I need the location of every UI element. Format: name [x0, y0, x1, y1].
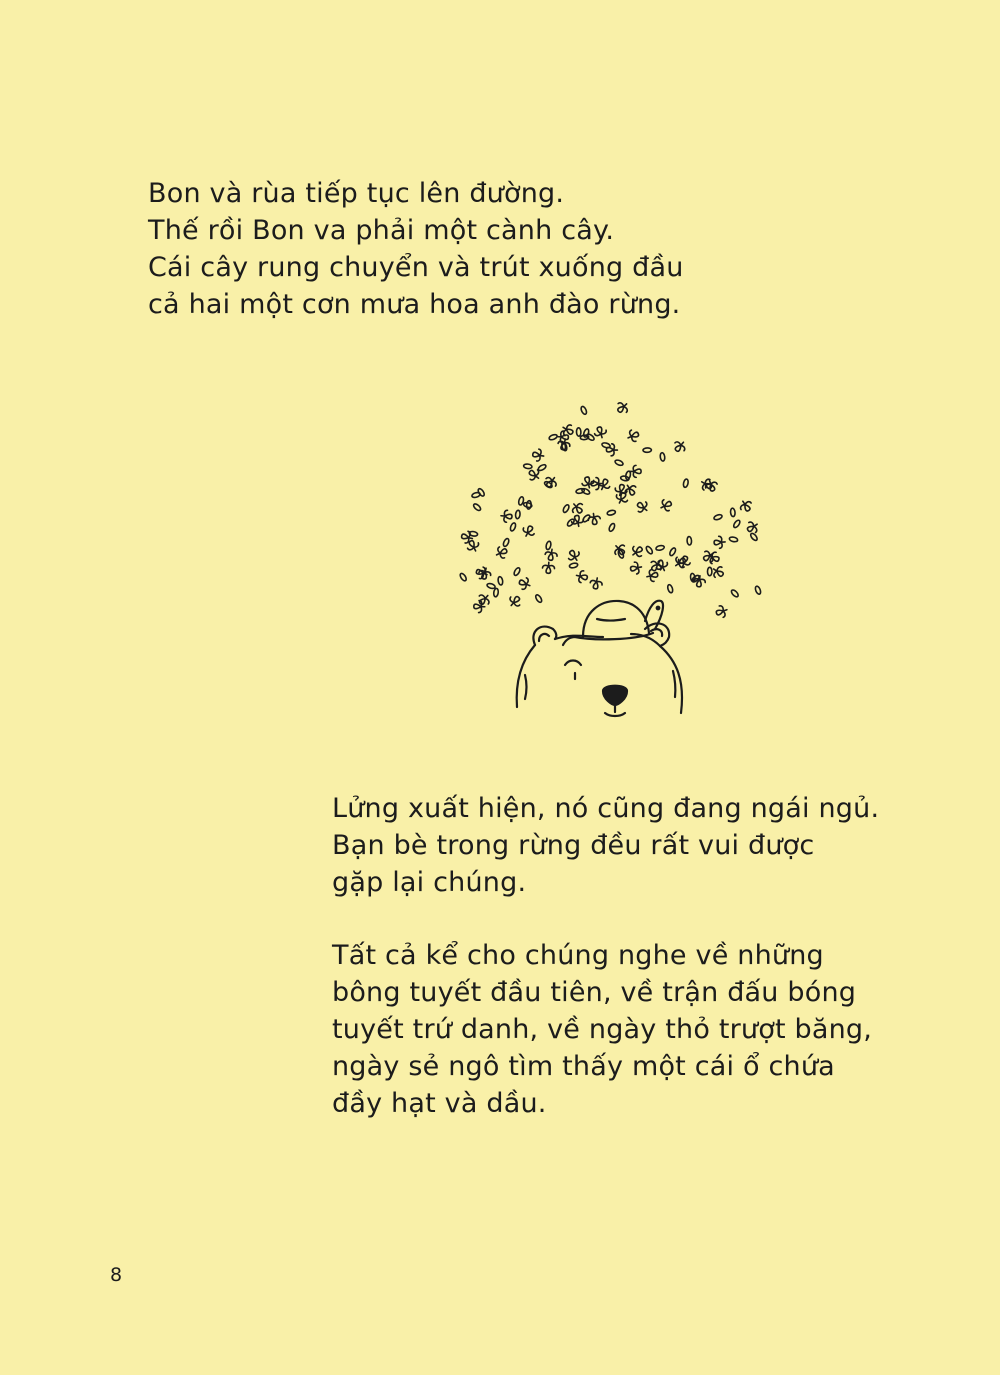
blossom-petal [548, 434, 557, 441]
blossom-petal [589, 577, 603, 590]
blossom-petal [542, 562, 555, 574]
blossom-petal [581, 487, 590, 495]
blossom-petal [630, 465, 641, 477]
blossom-petal [634, 499, 650, 515]
blossom-petal [729, 536, 738, 542]
blossom-petal [513, 567, 521, 576]
blossom-petal [566, 548, 582, 564]
text-line: Tất cả kể cho chúng nghe về những [332, 940, 824, 971]
blossom-petal [667, 584, 674, 593]
blossom-petal [566, 518, 575, 527]
blossom-petal [620, 476, 629, 482]
blossom-petal [733, 519, 741, 528]
paragraph-badger [332, 790, 879, 901]
blossom-petal [545, 541, 551, 550]
blossom-petal [517, 576, 532, 591]
paragraph-journey [148, 175, 684, 323]
blossom-petal [507, 593, 523, 609]
blossom-petal [498, 576, 504, 585]
blossom-petal [493, 588, 499, 597]
blossom-petal [500, 510, 512, 523]
blossom-petal [607, 510, 616, 516]
blossom-petal [669, 547, 677, 556]
blossom-petal [614, 459, 623, 466]
blossom-petal [730, 589, 739, 598]
blossom-petal [713, 514, 722, 521]
blossom-petal [645, 545, 653, 554]
blossom-petal [459, 572, 467, 581]
blossom-petal [494, 545, 509, 561]
blossom-petal [687, 536, 692, 545]
blossom-petals [459, 399, 762, 618]
blossom-petal [486, 583, 495, 590]
blossom-petal [576, 428, 581, 437]
blossom-petal [569, 500, 585, 516]
blossom-petal [544, 548, 558, 561]
text-line: Lửng xuất hiện, nó cũng đang ngái ngủ. [332, 793, 880, 824]
blossom-petal [660, 452, 666, 461]
blossom-petal [562, 504, 570, 513]
text-line: Bon và rùa tiếp tục lên đường. [148, 178, 565, 209]
blossom-petal [622, 482, 638, 498]
blossom-petal [532, 448, 545, 462]
blossom-petal [629, 561, 642, 575]
blossom-petal [614, 490, 630, 505]
blossom-petal [581, 476, 595, 490]
blossom-petal [754, 585, 761, 594]
blossom-petal [626, 428, 641, 443]
blossom-petal [715, 604, 729, 619]
blossom-petal [586, 433, 595, 441]
page-number: 8 [110, 1264, 123, 1286]
blossom-petal [575, 570, 588, 584]
blossom-petal [580, 406, 588, 415]
blossom-petal [502, 538, 510, 547]
text-line: Cái cây rung chuyển và trút xuống đầu [148, 252, 684, 283]
blossom-petal [569, 562, 578, 568]
blossom-petal [614, 399, 630, 415]
blossom-petal [714, 536, 726, 549]
blossom-petal [643, 448, 652, 453]
blossom-petal [523, 464, 532, 469]
blossom-petal [750, 532, 759, 541]
blossom-petal [730, 508, 735, 517]
blossom-petal [535, 594, 543, 603]
blossom-petal [473, 503, 482, 512]
blossom-petal [683, 479, 689, 488]
text-line: đầy hạt và dầu. [332, 1088, 547, 1119]
text-line: cả hai một cơn mưa hoa anh đào rừng. [148, 289, 681, 320]
blossom-petal [608, 523, 616, 532]
text-line: ngày sẻ ngô tìm thấy một cái ổ chứa [332, 1051, 835, 1082]
bear-with-turtle-under-blossom-rain-icon [455, 375, 765, 725]
bear-head-icon [517, 623, 682, 716]
blossom-petal [593, 425, 608, 439]
blossom-petal [629, 543, 645, 559]
blossom-petal [656, 545, 665, 551]
blossom-petal [471, 492, 480, 499]
text-line: Bạn bè trong rừng đều rất vui được [332, 830, 815, 861]
blossom-petal [509, 522, 516, 531]
text-line: Thế rồi Bon va phải một cành cây. [148, 215, 615, 246]
blossom-petal [708, 567, 712, 575]
blossom-petal [582, 514, 591, 523]
blossom-petal [606, 444, 618, 457]
blossom-petal [521, 524, 537, 539]
blossom-petal [465, 538, 481, 553]
blossom-petal [658, 498, 673, 514]
blossom-petal [738, 498, 754, 514]
paragraph-stories [332, 937, 872, 1122]
text-line: bông tuyết đầu tiên, về trận đấu bóng [332, 977, 857, 1008]
text-line: gặp lại chúng. [332, 867, 527, 898]
text-line: tuyết trứ danh, về ngày thỏ trượt băng, [332, 1014, 873, 1045]
blossom-petal [515, 510, 520, 519]
blossom-petal [672, 438, 688, 454]
